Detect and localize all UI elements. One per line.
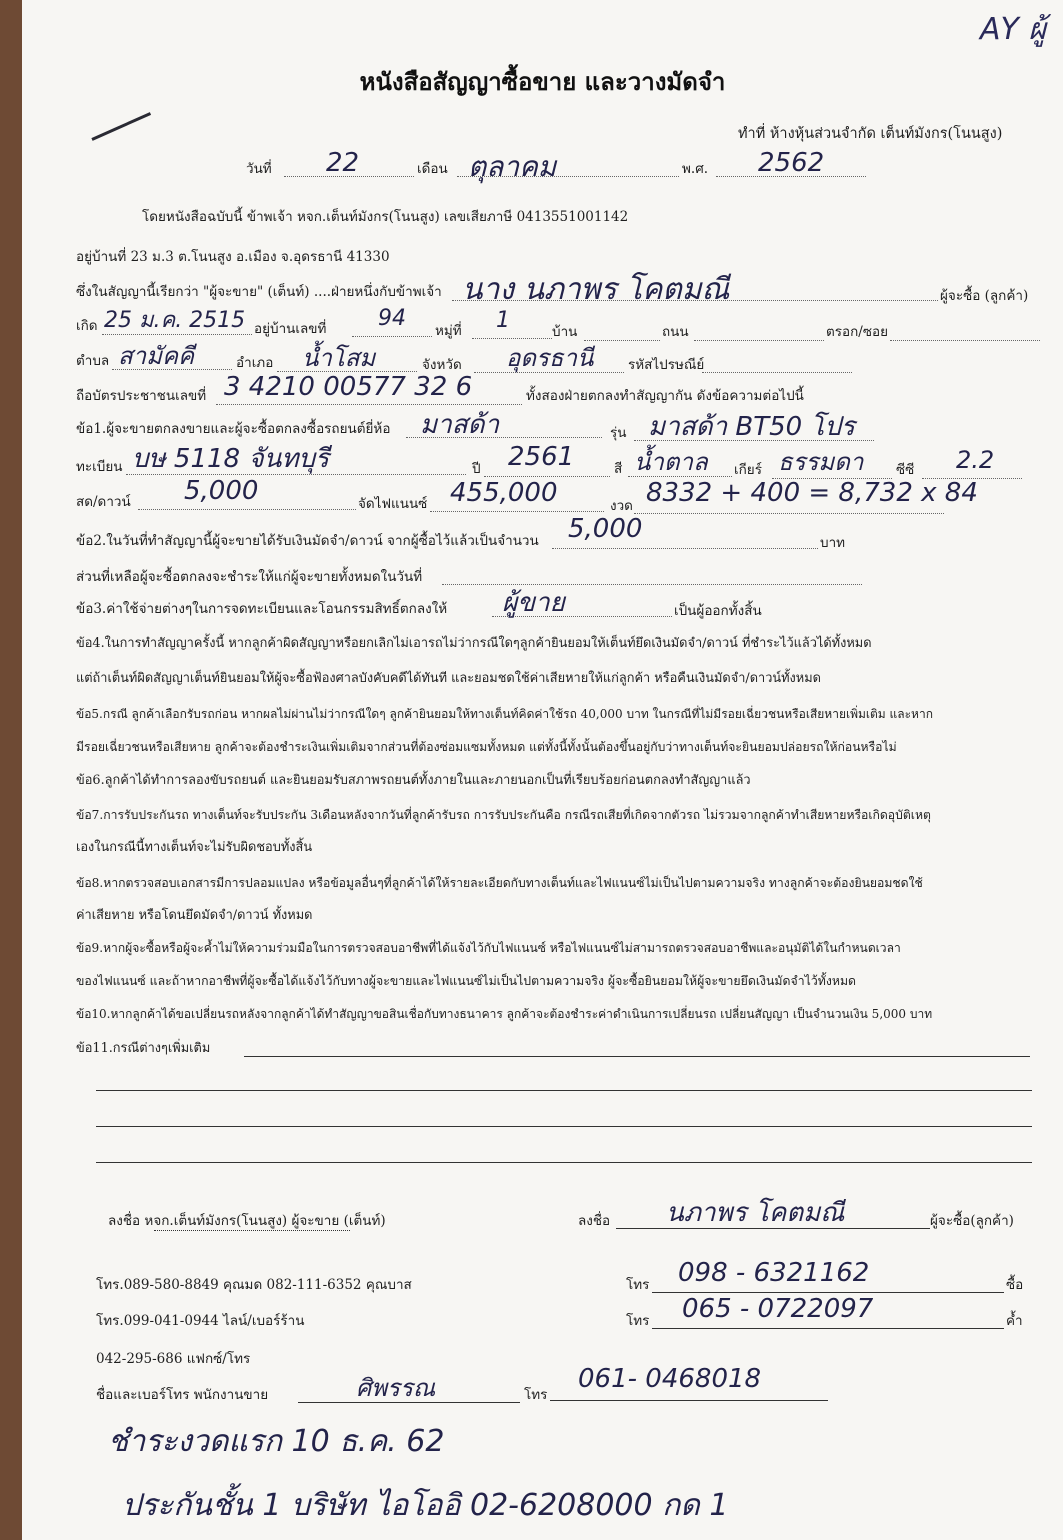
clause-line: ข้อ6.ลูกค้าได้ทำการลองขับรถยนต์ และยินยอมรับสภาพรถยนต์ทั้งภายในและภายนอกเป็นที่เรียบร้อยก่อนตกลงทำสัญญาแล้ว: [76, 773, 751, 788]
installment-value: 8332 + 400 = 8,732 x 84: [646, 478, 978, 508]
clause-line: ข้อ10.หากลูกค้าได้ขอเปลี่ยนรถหลังจากลูกค้าได้ทำสัญญาขอสินเชื่อกับทางธนาคาร ลูกค้าจะต้องชำระค่าดำเนินการเปลี่ยนรถ เปลี่ยนสัญญา เป็นจำนวนเงิน 5,000 บาท: [76, 1007, 933, 1021]
clause-line: ข้อ8.หากตรวจสอบเอกสารมีการปลอมแปลง หรือข้อมูลอื่นๆที่ลูกค้าได้ให้รายละเอียดกับทางเต็นท์และไฟแนนซ์ไม่เป็นไปตามความจริง ทางลูกค้าจะต้องยินยอมชดใช้: [76, 876, 923, 890]
day-value: 22: [326, 148, 360, 178]
gear-value: ธรรมดา: [778, 448, 864, 476]
registration-label: ทะเบียน: [76, 459, 123, 475]
cc-label: ซีซี: [896, 462, 915, 478]
alley-label: ตรอก/ซอย: [826, 324, 889, 340]
financed-dots: [430, 511, 604, 512]
gear-label: เกียร์: [734, 462, 762, 478]
payer-value: ผู้ขาย: [502, 588, 565, 618]
month-value: ตุลาคม: [468, 150, 557, 183]
first-payment-note: ชำระงวดแรก 10 ธ.ค. 62: [108, 1424, 445, 1459]
contact-line-3: 042-295-686 แฟกซ์/โทร: [96, 1351, 251, 1367]
seller-signature-line: ลงชื่อ หจก.เต็นท์มังกร(โนนสูง) ผู้จะขาย (เต็นท์): [108, 1213, 386, 1229]
guarantor-tel-suffix: ค้ำ: [1006, 1313, 1023, 1329]
deposit-label: ข้อ2.ในวันที่ทำสัญญานี้ผู้จะขายได้รับเงินมัดจำ/ดาวน์ จากผู้ซื้อไว้แล้วเป็นจำนวน: [76, 533, 539, 549]
model-label: รุ่น: [610, 425, 627, 441]
clause-line: เองในกรณีนี้ทางเต็นท์จะไม่รับผิดชอบทั้งสิ้น: [76, 840, 313, 855]
moo-label: หมู่ที่: [435, 323, 462, 339]
buyer-signature: นภาพร โคตมณี: [666, 1198, 845, 1228]
house-no-label: อยู่บ้านเลขที่: [254, 321, 327, 337]
guarantor-tel-line: [652, 1328, 1004, 1329]
brand-value: มาสด้า: [420, 410, 500, 440]
registration-value: บษ 5118 จันทบุรี: [132, 444, 329, 474]
alley-dots: [890, 340, 1040, 341]
clause-line: ข้อ7.การรับประกันรถ ทางเต็นท์จะรับประกัน 3เดือนหลังจากวันที่ลูกค้ารับรถ การรับประกันคือ กรณีรถเสียที่เกิดจากตัวรถ ไม่รวมจากลูกค้าทำเสียหายหรือเกิดอุบัติเหตุ: [76, 808, 931, 822]
additional-line: [244, 1056, 1030, 1057]
deposit-dots: [552, 548, 818, 549]
province-value: อุดรธานี: [506, 344, 594, 372]
corner-handwritten-note: AY ผู้: [980, 12, 1046, 47]
staff-tel-label: โทร: [524, 1387, 548, 1403]
installment-dots: [634, 513, 944, 514]
village-label: บ้าน: [552, 324, 578, 340]
insurance-note: ประกันชั้น 1 บริษัท ไอโออิ 02-6208000 กด 1: [122, 1488, 729, 1523]
id-suffix: ทั้งสองฝ่ายตกลงทำสัญญากัน ดังข้อความต่อไปนี้: [526, 388, 804, 404]
baht-label: บาท: [820, 535, 846, 551]
additional-line: [96, 1090, 1032, 1091]
year-model-label: ปี: [472, 461, 481, 477]
color-label: สี: [614, 461, 623, 477]
province-label: จังหวัด: [422, 357, 462, 373]
additional-line: [96, 1162, 1032, 1163]
road-dots: [694, 340, 824, 341]
model-value: มาสด้า BT50 โปร: [648, 412, 855, 442]
year-label: พ.ศ.: [682, 161, 709, 177]
down-value: 5,000: [184, 476, 259, 506]
clause-line: ค่าเสียหาย หรือโดนยึดมัดจำ/ดาวน์ ทั้งหมด: [76, 908, 313, 923]
staff-tel-line: [550, 1400, 828, 1401]
year-model-value: 2561: [508, 442, 575, 472]
postcode-dots: [702, 372, 852, 373]
guarantor-tel-label: โทร: [626, 1313, 650, 1329]
payer-suffix: เป็นผู้ออกทั้งสิ้น: [674, 603, 762, 619]
installment-label: งวด: [610, 498, 633, 514]
intro-line-1: โดยหนังสือฉบับนี้ ข้าพเจ้า หจก.เต็นท์มังกร(โนนสูง) เลขเสียภาษี 0413551001142: [142, 209, 629, 225]
moo-value: 1: [496, 308, 510, 333]
clause-line: ข้อ11.กรณีต่างๆเพิ่มเติม: [76, 1041, 211, 1056]
month-label: เดือน: [417, 161, 448, 177]
staff-name: ศิพรรณ: [356, 1374, 436, 1402]
staff-tel: 061- 0468018: [578, 1364, 762, 1394]
district-label: อำเภอ: [236, 355, 274, 371]
contract-paper: [22, 0, 1063, 1540]
guarantor-tel: 065 - 0722097: [682, 1294, 874, 1324]
buyer-role: ผู้จะซื้อ(ลูกค้า): [930, 1213, 1014, 1229]
buyer-role-label: ผู้จะซื้อ (ลูกค้า): [940, 288, 1029, 304]
place-line: ทำที่ ห้างหุ้นส่วนจำกัด เต็นท์มังกร(โนนสูง): [738, 126, 1003, 142]
buyer-tel-suffix: ซื้อ: [1006, 1277, 1024, 1293]
id-number: 3 4210 00577 32 6: [224, 372, 473, 402]
born-value: 25 ม.ค. 2515: [104, 308, 246, 333]
postcode-label: รหัสไปรษณีย์: [628, 357, 705, 373]
financed-label: จัดไฟแนนซ์: [358, 496, 428, 512]
staff-label: ชื่อและเบอร์โทร พนักงานขาย: [96, 1387, 269, 1403]
contact-line-1: โทร.089-580-8849 คุณมด 082-111-6352 คุณบาส: [96, 1277, 412, 1293]
deposit-value: 5,000: [568, 514, 643, 544]
clause-line: ข้อ4.ในการทำสัญญาครั้งนี้ หากลูกค้าผิดสัญญาหรือยกเลิกไม่เอารถไม่ว่ากรณีใดๆลูกค้ายินยอมให้เต็นท์ยึดเงินมัดจำ/ดาวน์ ที่ชำระไว้แล้วได้ทั้งหมด: [76, 636, 872, 651]
buyer-tel: 098 - 6321162: [678, 1258, 870, 1288]
buyer-tel-line: [652, 1292, 1004, 1293]
buyer-name: นาง นภาพร โคตมณี: [462, 272, 730, 307]
day-label: วันที่: [246, 161, 272, 177]
clause-line: แต่ถ้าเต็นท์ผิดสัญญาเต็นท์ยินยอมให้ผู้จะซื้อฟ้องศาลบังคับคดีได้ทันที และยอมชดใช้ค่าเสียหายให้แก่ลูกค้า หรือคืนเงินมัดจำ/ดาวน์ทั้งหมด: [76, 671, 821, 686]
subdistrict-label: ตำบล: [76, 353, 110, 369]
pen-mark: [91, 112, 151, 141]
seller-clause: ซึ่งในสัญญานี้เรียกว่า "ผู้จะขาย" (เต็นท์) ....ฝ่ายหนึ่งกับข้าพเจ้า: [76, 284, 442, 300]
clause-line: ของไฟแนนซ์ และถ้าหากอาชีพที่ผู้จะซื้อได้แจ้งไว้กับทางผู้จะขายและไฟแนนซ์ไม่เป็นไปตามความจริง ผู้จะซื้อยินยอมให้ผู้จะขายยึดเงินมัดจำไว้ทั้งหมด: [76, 974, 857, 988]
buyer-sign-label: ลงชื่อ: [578, 1213, 611, 1229]
buyer-tel-label: โทร: [626, 1277, 650, 1293]
district-value: น้ำโสม: [302, 344, 376, 372]
seller-signature-underline: [154, 1230, 350, 1231]
cc-value: 2.2: [956, 446, 995, 474]
clause-line: ข้อ9.หากผู้จะซื้อหรือผู้จะค้ำไม่ให้ความร่วมมือในการตรวจสอบอาชีพที่ได้แจ้งไว้กับไฟแนนซ์ หรือไฟแนนซ์ไม่สามารถตรวจสอบอาชีพและอนุมัติได้ในกำหนดเวลา: [76, 941, 901, 955]
year-model-dots: [484, 476, 610, 477]
color-value: น้ำตาล: [634, 448, 708, 476]
clause-line: มีรอยเฉี่ยวชนหรือเสียหาย ลูกค้าจะต้องชำระเงินเพิ่มเติมจากส่วนที่ต้องซ่อมแซมทั้งหมด แต่ทั้งนี้ทั้งนั้นต้องขึ้นอยู่กับว่าทางเต็นท์จะยินยอมปล่อยรถให้ก่อนหรือไม่: [76, 740, 897, 754]
id-label: ถือบัตรประชาชนเลขที่: [76, 388, 207, 404]
road-label: ถนน: [662, 324, 689, 340]
contact-line-2: โทร.099-041-0944 ไลน์/เบอร์ร้าน: [96, 1313, 305, 1329]
house-no-value: 94: [378, 306, 406, 331]
year-value: 2562: [758, 148, 825, 178]
additional-line: [96, 1126, 1032, 1127]
cost-label: ข้อ3.ค่าใช้จ่ายต่างๆในการจดทะเบียนและโอนกรรมสิทธิ์ตกลงให้: [76, 601, 448, 617]
financed-value: 455,000: [450, 478, 558, 508]
born-label: เกิด: [76, 318, 98, 334]
clause-line: ข้อ5.กรณี ลูกค้าเลือกรับรถก่อน หากผลไม่ผ่านไม่ว่ากรณีใดๆ ลูกค้ายินยอมให้ทางเต็นท์คิดค่าใช้รถ 40,000 บาท ในกรณีที่ไม่มีรอยเฉี่ยวชนหรือเสียหายเพิ่มเติม และหาก: [76, 707, 933, 721]
intro-line-2: อยู่บ้านที่ 23 ม.3 ต.โนนสูง อ.เมือง จ.อุดรธานี 41330: [76, 249, 390, 265]
village-dots: [584, 340, 660, 341]
remaining-label: ส่วนที่เหลือผู้จะซื้อตกลงจะชำระให้แก่ผู้จะขายทั้งหมดในวันที่: [76, 569, 423, 585]
down-label: สด/ดาวน์: [76, 494, 131, 510]
document-title: หนังสือสัญญาซื้อขาย และวางมัดจำ: [359, 67, 726, 96]
house-no-dots: [352, 336, 432, 337]
brand-label: ข้อ1.ผู้จะขายตกลงขายและผู้จะซื้อตกลงซื้อรถยนต์ยี่ห้อ: [76, 421, 391, 437]
subdistrict-value: สามัคคี: [118, 342, 195, 370]
down-dots: [138, 509, 356, 510]
